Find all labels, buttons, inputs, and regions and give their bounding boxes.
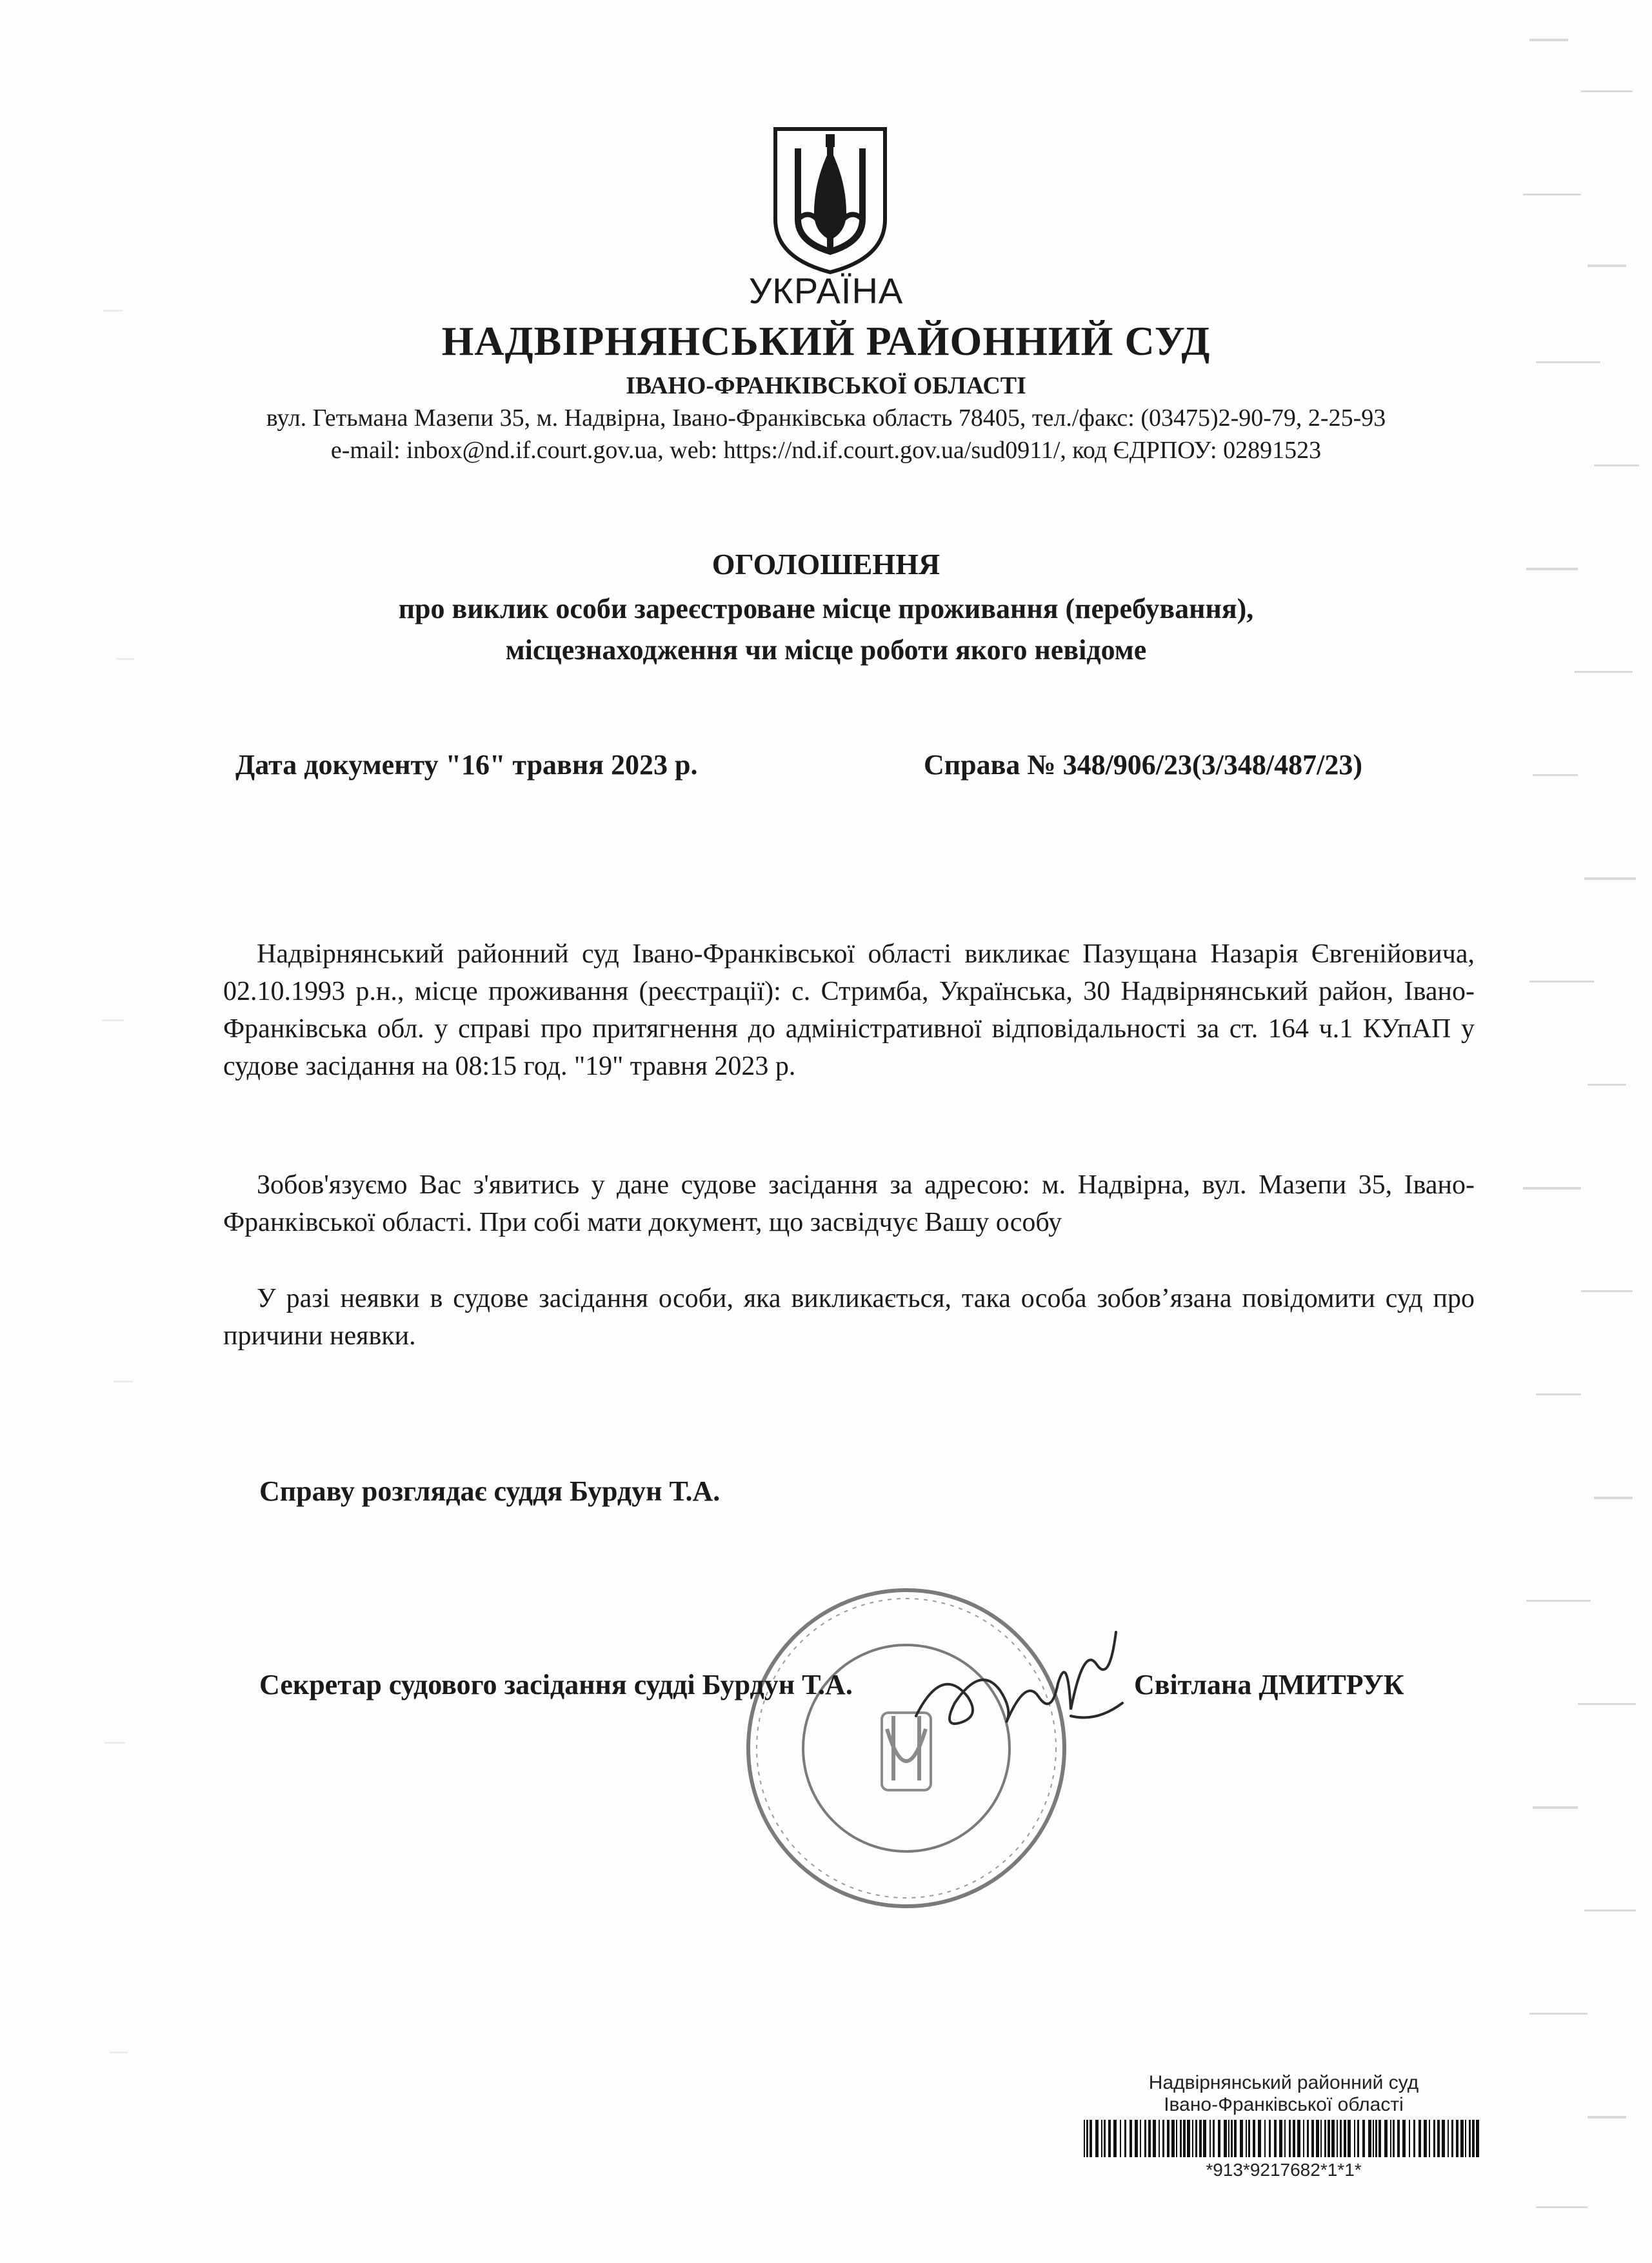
- obligation-paragraph: Зобов'язуємо Вас з'явитись у дане судове засідання за адресою: м. Надвірна, вул. Мазепи 35, Івано-Франківської області. При собі мати документ, що засвідчує Вашу особу: [223, 1170, 1475, 1237]
- document-date: Дата документу "16" травня 2023 р.: [235, 749, 698, 781]
- judge-line: Справу розглядає суддя Бурдун Т.А.: [259, 1475, 721, 1507]
- case-number: Справа № 348/906/23(3/348/487/23): [924, 749, 1363, 781]
- stamp-court-name: Надвірнянський районний суд: [1148, 2072, 1419, 2093]
- court-contacts: e-mail: inbox@nd.if.court.gov.ua, web: https://nd.if.court.gov.ua/sud0911/, код ЄДРПОУ: 02891523: [330, 437, 1322, 464]
- barcode-icon: [1084, 2120, 1484, 2157]
- court-address: вул. Гетьмана Мазепи 35, м. Надвірна, Івано-Франківська область 78405, тел./факс: (03475)2-90-79, 2-25-93: [266, 404, 1386, 432]
- trident-coat-of-arms-icon: [769, 123, 891, 277]
- document-subtitle-line2: місцезнаходження чи місце роботи якого невідоме: [505, 634, 1147, 666]
- secretary-role: Секретар судового засідання судді Бурдун Т.А.: [259, 1669, 853, 1700]
- court-region: ІВАНО-ФРАНКІВСЬКОЇ ОБЛАСТІ: [626, 372, 1026, 399]
- summons-paragraph: Надвірнянський районний суд Івано-Франківської області викликає Пазущана Назарія Євгенійовича, 02.10.1993 р.н., місце проживання (реєстрації): с. Стримба, Українська, 30 Надвірнянський район, Івано-Франківська обл. у справі про притягнення до адміністративної відповідальності за ст. 164 ч.1 КУпАП у судове засідання на 08:15 год. "19" травня 2023 р.: [223, 939, 1475, 1081]
- barcode-number: *913*9217682*1*1*: [1206, 2160, 1362, 2180]
- handwritten-signature: [903, 1606, 1135, 1761]
- document-title: ОГОЛОШЕННЯ: [712, 548, 940, 581]
- country-name: УКРАЇНА: [748, 270, 904, 311]
- registration-stamp: [1084, 2072, 1484, 2180]
- stamp-region: Івано-Франківської області: [1164, 2094, 1404, 2115]
- document-subtitle-line1: про виклик особи зареєстроване місце проживання (перебування),: [398, 593, 1254, 624]
- absence-paragraph: У разі неявки в судове засідання особи, яка викликається, така особа зобов’язана повідомити суд про причини неявки.: [223, 1284, 1475, 1351]
- court-name: НАДВІРНЯНСЬКИЙ РАЙОННИЙ СУД: [441, 318, 1211, 364]
- secretary-name: Світлана ДМИТРУК: [1134, 1669, 1404, 1700]
